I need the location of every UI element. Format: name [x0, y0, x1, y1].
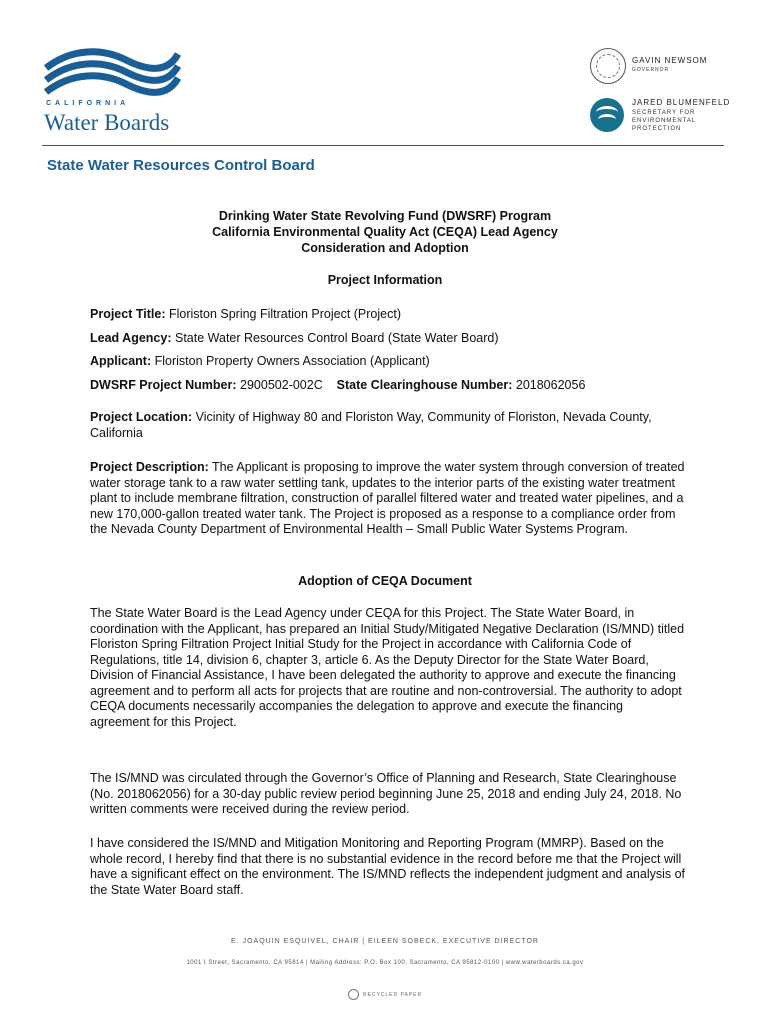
project-location	[90, 410, 686, 441]
project-description-value: The Applicant is proposing to improve the water system through conversion of treated water storage tank to a raw water settling tank, updates to the interior parts of the existing water treatment plant to include membrane filtration, construction of parallel filtered water and treated water pipelines, and a new 170,000-gallon treated water tank. The Project is proposed as a response to a compliance order from the Nevada County Department of Environmental Health – Small Public Water Systems Program.	[90, 460, 685, 536]
project-title-line	[90, 306, 710, 322]
header-divider	[42, 145, 724, 146]
lead-agency-label: Lead Agency:	[90, 331, 172, 345]
adoption-paragraph-2: The IS/MND was circulated through the Governor’s Office of Planning and Research, State Clearinghouse (No. 2018062056) for a 30-day public review period beginning June 25, 2018 and ending July 24, 2018. No written comments were received during the review period.	[90, 771, 682, 816]
applicant-value: Floriston Property Owners Association (Applicant)	[154, 354, 430, 368]
secretary-title: SECRETARY FOR ENVIRONMENTAL PROTECTION	[632, 110, 697, 132]
recycled-text: RECYCLED PAPER	[362, 991, 423, 998]
project-number-label: DWSRF Project Number:	[90, 378, 237, 392]
project-location-label: Project Location:	[90, 410, 193, 424]
recycle-icon	[348, 989, 359, 1000]
governor-title: GOVERNOR	[632, 67, 670, 73]
project-description-label: Project Description:	[90, 460, 209, 474]
lead-agency-value: State Water Resources Control Board (State Water Board)	[175, 331, 499, 345]
adoption-paragraph-1: The State Water Board is the Lead Agency under CEQA for this Project. The State Water Board, in coordination with the Applicant, has prepared an Initial Study/Mitigated Negative Declaration (IS/MND) titled Floriston Spring Filtration Project Initial Study for the Project in accordance with California Code of Regulations, title 14, division 6, chapter 3, article 6. As the Deputy Director for the State Water Board, Division of Financial Assistance, I have been delegated the authority to approve and execute the financing agreement and to perform all acts for projects that are routine and non-controversial. The authority to adopt CEQA documents necessarily accompanies the delegation to approve and execute the financing agreement for this Project.	[90, 606, 685, 729]
doc-title-line3: Consideration and Adoption	[301, 241, 469, 255]
doc-title-line2: California Environmental Quality Act (CEQA) Lead Agency	[212, 225, 558, 239]
water-boards-logo	[42, 46, 192, 136]
doc-title-line1: Drinking Water State Revolving Fund (DWSRF) Program	[218, 209, 552, 223]
project-number-value: 2900502-002C	[240, 378, 323, 392]
logo-name-text: Water Boards	[44, 110, 170, 135]
applicant-label: Applicant:	[90, 354, 152, 368]
footer-names: E. JOAQUIN ESQUIVEL, CHAIR | EILEEN SOBECK, EXECUTIVE DIRECTOR	[231, 938, 539, 945]
state-seal-icon	[590, 48, 626, 84]
recycled-paper-note	[0, 989, 770, 1000]
board-name: State Water Resources Control Board	[47, 157, 315, 174]
clearinghouse-value: 2018062056	[515, 378, 586, 392]
project-number-line	[90, 377, 710, 393]
lead-agency-line	[90, 330, 710, 346]
secretary-name: JARED BLUMENFELD	[632, 98, 731, 107]
clearinghouse-label: State Clearinghouse Number:	[336, 378, 513, 392]
footer-address: 1001 I Street, Sacramento, CA 95814 | Mailing Address: P.O. Box 100, Sacramento, CA 95812-0100 | www.waterboards.ca.gov	[186, 960, 584, 966]
project-info-heading: Project Information	[327, 273, 443, 287]
project-location-value: Vicinity of Highway 80 and Floriston Way, Community of Floriston, Nevada County, California	[90, 410, 652, 440]
project-title-value: Floriston Spring Filtration Project (Project)	[168, 307, 401, 321]
governor-name: GAVIN NEWSOM	[632, 56, 708, 65]
applicant-line	[90, 353, 710, 369]
project-description	[90, 460, 686, 538]
adoption-paragraph-3: I have considered the IS/MND and Mitigation Monitoring and Reporting Program (MMRP). Based on the whole record, I hereby find that there is no substantial evidence in the record before me that the Project will have a significant effect on the environment. The IS/MND reflects the independent judgment and analysis of the State Water Board staff.	[90, 836, 686, 897]
calepa-logo-icon	[590, 98, 624, 132]
water-waves-icon	[42, 46, 182, 98]
adoption-heading: Adoption of CEQA Document	[298, 574, 472, 588]
logo-state-text: CALIFORNIA	[46, 100, 130, 107]
project-title-label: Project Title:	[90, 307, 166, 321]
